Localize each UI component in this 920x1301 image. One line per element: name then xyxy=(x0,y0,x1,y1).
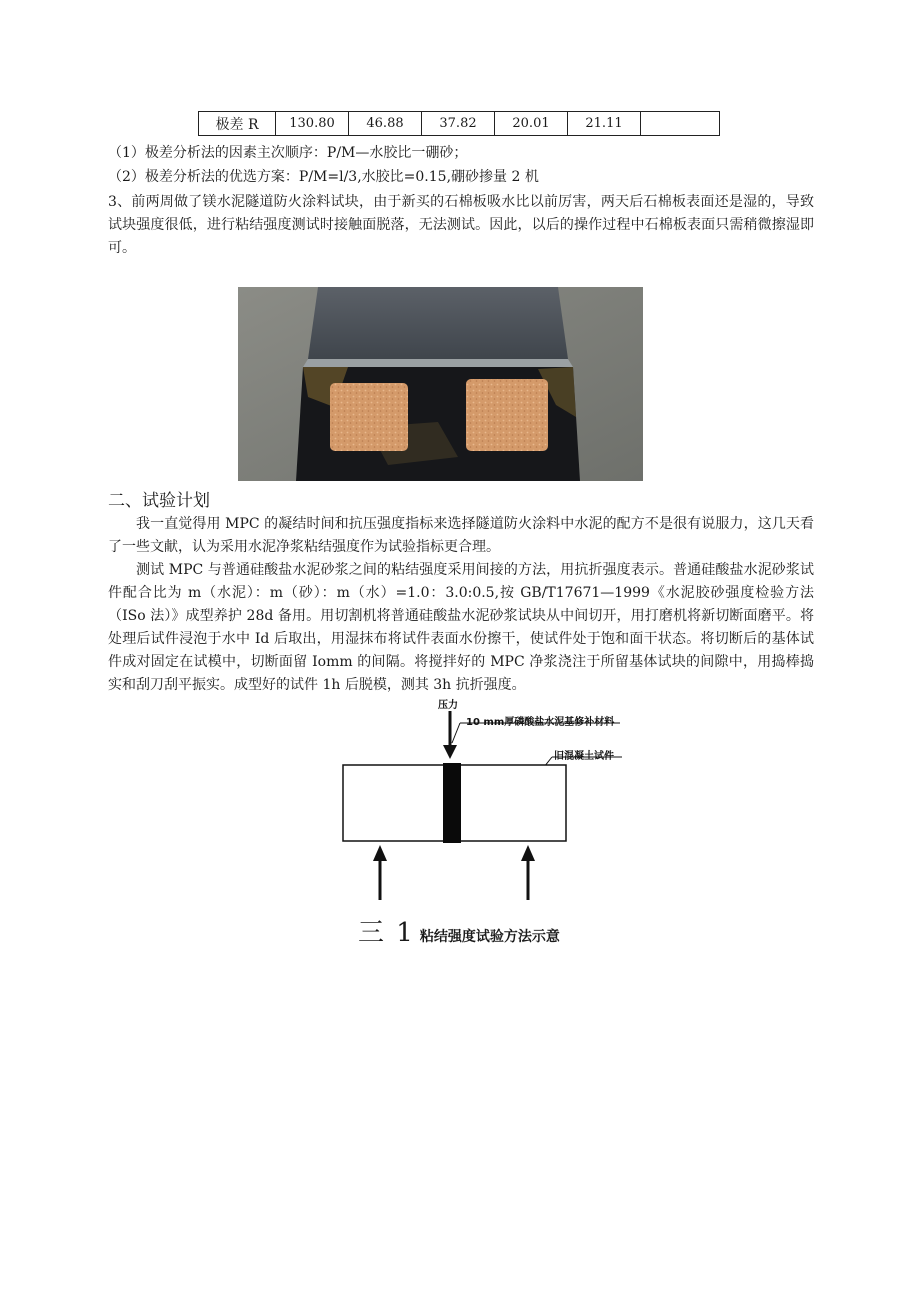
table-row-label: 极差 R xyxy=(199,112,276,136)
table-row xyxy=(199,112,720,136)
table-cell: 37.82 xyxy=(422,112,495,136)
section-heading: 二、试验计划 xyxy=(108,491,210,511)
figure-title: 粘结强度试验方法示意 xyxy=(419,929,560,945)
table-cell: 21.11 xyxy=(568,112,641,136)
table-cell: 46.88 xyxy=(349,112,422,136)
table-cell: 20.01 xyxy=(495,112,568,136)
paragraph-1: 我一直觉得用 MPC 的凝结时间和抗压强度指标来选择隧道防火涂料中水泥的配方不是很有说服力，这几天看了一些文献，认为采用水泥净浆粘结强度作为试验指标更合理。 xyxy=(108,516,814,555)
support-arrowhead-left xyxy=(373,845,387,861)
table-cell xyxy=(641,112,720,136)
table-cell: 130.80 xyxy=(276,112,349,136)
note-optimal-plan: （2）极差分析法的优选方案：P/M=l/3,水胶比=0.15,硼砂掺量 2 机 xyxy=(108,169,539,185)
repair-material-gap xyxy=(443,763,461,843)
specimen-photo xyxy=(238,287,643,481)
range-table xyxy=(198,111,720,136)
label-repair-material: 10 mm厚磷酸盐水泥基修补材料 xyxy=(466,717,615,728)
support-arrowhead-right xyxy=(521,845,535,861)
bond-test-diagram xyxy=(340,695,640,910)
label-pressure: 压力 xyxy=(438,700,458,711)
figure-caption xyxy=(358,912,560,949)
label-old-concrete: 旧混凝土试件 xyxy=(554,751,614,762)
paragraph-2: 测试 MPC 与普通硅酸盐水泥砂浆之间的粘结强度采用间接的方法，用抗折强度表示。普通硅酸盐水泥砂浆试件配合比为 m（水泥）：m（砂）：m（水）=1.0：3.0:0.5,按 GB/T17671—1999《水泥胶砂强度检验方法（ISo 法）》成型养护 28d 备用。用切割机将普通硅酸盐水泥砂浆试块从中间切开，用打磨机将新切断面磨平。将处理后试件浸泡于水中 Id 后取出，用湿抹布将试件表面水份擦干，使试件处于饱和面干状态。将切断后的基体试件成对固定在试模中，切断面留 Iomm 的间隔。将搅拌好的 MPC 净浆浇注于所留基体试块的间隙中，用捣棒捣实和刮刀刮平振实。成型好的试件 1h 后脱模，测其 3h 抗折强度。 xyxy=(108,562,814,693)
figure-number: 三 1 xyxy=(358,918,415,948)
note-paragraph: 3、前两周做了镁水泥隧道防火涂料试块，由于新买的石棉板吸水比以前厉害，两天后石棉板表面还是湿的，导致试块强度很低，进行粘结强度测试时接触面脱落，无法测试。因此，以后的操作过程中石棉板表面只需稍微擦湿即可。 xyxy=(108,194,814,256)
pressure-arrow-head xyxy=(443,745,457,759)
note-factor-order: （1）极差分析法的因素主次顺序：P/M—水胶比一硼砂； xyxy=(108,145,468,161)
